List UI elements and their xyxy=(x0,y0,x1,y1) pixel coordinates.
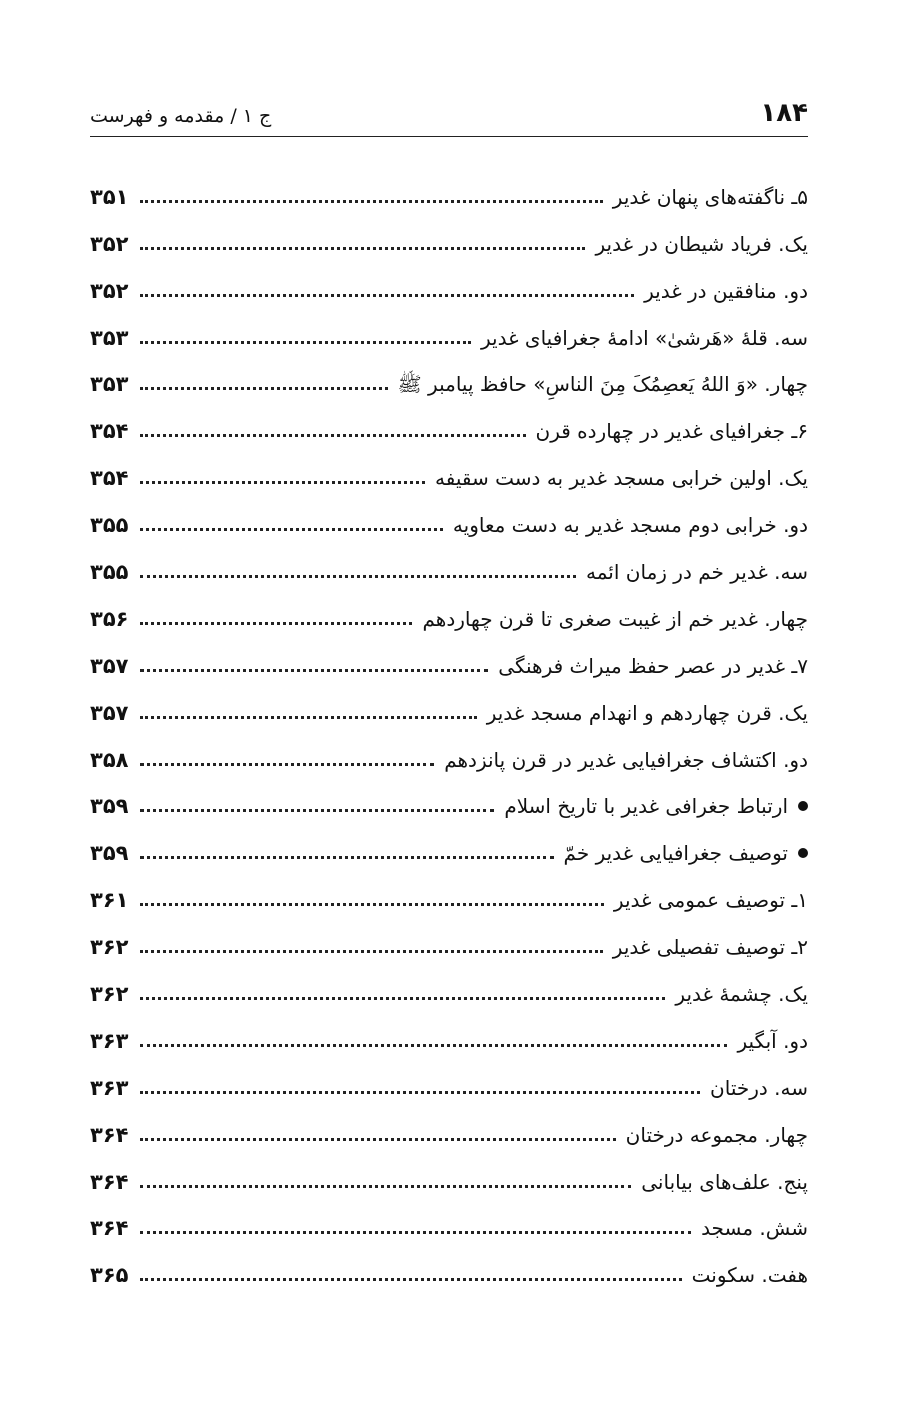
toc-entry-title: سه. قلهٔ «هَرشیٰ» ادامهٔ جغرافیای غدیر xyxy=(481,325,808,350)
toc-entry[interactable] xyxy=(90,305,808,352)
toc-entry-page-number: ۳۵۲ xyxy=(90,231,129,256)
toc-entry-page-number: ۳۶۴ xyxy=(90,1216,129,1241)
toc-entry[interactable] xyxy=(90,492,808,539)
toc-entry[interactable] xyxy=(90,258,808,305)
toc-entry-title: ۷ـ غدیر در عصر حفظ میراث فرهنگی xyxy=(498,653,808,678)
dot-leader xyxy=(140,1278,682,1281)
toc-entry-page-number: ۳۶۵ xyxy=(90,1263,129,1288)
toc-entry-page-number: ۳۶۲ xyxy=(90,982,129,1007)
toc-entry[interactable] xyxy=(90,1008,808,1055)
dot-leader xyxy=(140,809,494,812)
dot-leader xyxy=(140,669,488,672)
toc-entry-title: سه. درختان xyxy=(710,1075,808,1100)
toc-entry[interactable] xyxy=(90,1242,808,1289)
toc-entry[interactable] xyxy=(90,539,808,586)
toc-entry-page-number: ۳۵۱ xyxy=(90,184,129,209)
toc-entry-page-number: ۳۵۲ xyxy=(90,278,129,303)
toc-entry-page-number: ۳۵۹ xyxy=(90,841,129,866)
bullet-icon xyxy=(798,848,808,858)
toc-entry-title: ۶ـ جغرافیای غدیر در چهارده قرن xyxy=(535,419,808,444)
toc-entry-page-number: ۳۶۴ xyxy=(90,1122,129,1147)
toc-entry[interactable] xyxy=(90,961,808,1008)
toc-entry-page-number: ۳۶۱ xyxy=(90,888,129,913)
toc-entry[interactable] xyxy=(90,774,808,821)
dot-leader xyxy=(140,434,526,437)
toc-entry-page-number: ۳۶۲ xyxy=(90,935,129,960)
toc-entry[interactable] xyxy=(90,1055,808,1102)
toc-entry[interactable] xyxy=(90,352,808,399)
dot-leader xyxy=(140,950,603,953)
toc-entry-title: پنج. علف‌های بیابانی xyxy=(641,1169,808,1194)
toc-entry[interactable] xyxy=(90,680,808,727)
dot-leader xyxy=(140,903,604,906)
running-title: ج ۱ / مقدمه و فهرست xyxy=(90,105,272,127)
toc-entry[interactable] xyxy=(90,398,808,445)
toc-entry-page-number: ۳۵۹ xyxy=(90,794,129,819)
toc-entry-title: یک. اولین خرابی مسجد غدیر به دست سقیفه xyxy=(435,466,808,491)
toc-entry-title: سه. غدیر خم در زمان ائمه xyxy=(586,560,808,585)
toc-entry-title: یک. قرن چهاردهم و انهدام مسجد غدیر xyxy=(486,700,808,725)
table-of-contents xyxy=(90,164,808,1289)
toc-entry-title: یک. فریاد شیطان در غدیر xyxy=(595,231,808,256)
toc-entry-title: هفت. سکونت xyxy=(691,1263,808,1288)
toc-entry-title: ۲ـ توصیف تفصیلی غدیر xyxy=(612,935,808,960)
dot-leader xyxy=(140,575,576,578)
dot-leader xyxy=(140,387,388,390)
dot-leader xyxy=(140,1231,691,1234)
dot-leader xyxy=(140,528,443,531)
toc-entry[interactable] xyxy=(90,586,808,633)
toc-entry[interactable] xyxy=(90,164,808,211)
dot-leader xyxy=(140,341,471,344)
toc-entry-title: دو. آبگیر xyxy=(737,1028,808,1053)
toc-entry-title: ارتباط جغرافی غدیر با تاریخ اسلام xyxy=(504,794,788,819)
toc-entry-title: دو. اکتشاف جغرافیایی غدیر در قرن پانزدهم xyxy=(444,747,808,772)
toc-entry-page-number: ۳۵۳ xyxy=(90,372,129,397)
dot-leader xyxy=(140,716,477,719)
toc-entry-page-number: ۳۶۳ xyxy=(90,1028,129,1053)
toc-entry[interactable] xyxy=(90,727,808,774)
toc-entry-title: یک. چشمهٔ غدیر xyxy=(675,982,808,1007)
toc-entry-title: چهار. غدیر خم از غیبت صغری تا قرن چهاردهم xyxy=(422,606,808,631)
toc-entry-page-number: ۳۵۵ xyxy=(90,560,129,585)
toc-entry[interactable] xyxy=(90,1149,808,1196)
toc-entry-page-number: ۳۵۵ xyxy=(90,513,129,538)
dot-leader xyxy=(140,247,585,250)
dot-leader xyxy=(140,856,554,859)
toc-entry-title: دو. خرابی دوم مسجد غدیر به دست معاویه xyxy=(452,513,808,538)
toc-entry[interactable] xyxy=(90,820,808,867)
toc-entry[interactable] xyxy=(90,867,808,914)
toc-entry[interactable] xyxy=(90,1102,808,1149)
toc-entry-title: چهار. «وَ اللهُ یَعصِمُکَ مِنَ الناسِ» حافظ پیامبر ﷺ xyxy=(397,372,808,397)
toc-entry-page-number: ۳۵۶ xyxy=(90,606,129,631)
toc-entry-title: ۵ـ ناگفته‌های پنهان غدیر xyxy=(612,184,808,209)
toc-entry-title: توصیف جغرافیایی غدیر خمّ xyxy=(563,841,788,866)
page-header xyxy=(90,96,808,137)
toc-entry-page-number: ۳۵۴ xyxy=(90,466,129,491)
toc-entry-page-number: ۳۵۷ xyxy=(90,700,129,725)
toc-entry[interactable] xyxy=(90,914,808,961)
dot-leader xyxy=(140,1138,616,1141)
toc-entry-page-number: ۳۵۸ xyxy=(90,747,129,772)
toc-entry-page-number: ۳۶۳ xyxy=(90,1075,129,1100)
toc-entry[interactable] xyxy=(90,445,808,492)
page-number: ۱۸۴ xyxy=(760,98,808,128)
toc-entry-title: شش. مسجد xyxy=(701,1216,808,1241)
toc-entry-page-number: ۳۵۷ xyxy=(90,653,129,678)
toc-entry-page-number: ۳۶۴ xyxy=(90,1169,129,1194)
dot-leader xyxy=(140,763,434,766)
toc-entry-page-number: ۳۵۳ xyxy=(90,325,129,350)
toc-entry[interactable] xyxy=(90,633,808,680)
toc-entry-title: دو. منافقین در غدیر xyxy=(644,278,808,303)
dot-leader xyxy=(140,1185,631,1188)
toc-entry[interactable] xyxy=(90,211,808,258)
dot-leader xyxy=(140,622,412,625)
toc-entry-title: ۱ـ توصیف عمومی غدیر xyxy=(613,888,808,913)
dot-leader xyxy=(140,1091,700,1094)
bullet-icon xyxy=(798,801,808,811)
dot-leader xyxy=(140,1044,727,1047)
toc-entry[interactable] xyxy=(90,1196,808,1243)
toc-entry-page-number: ۳۵۴ xyxy=(90,419,129,444)
dot-leader xyxy=(140,997,665,1000)
dot-leader xyxy=(140,294,634,297)
dot-leader xyxy=(140,200,603,203)
dot-leader xyxy=(140,481,425,484)
toc-entry-title: چهار. مجموعه درختان xyxy=(625,1122,808,1147)
